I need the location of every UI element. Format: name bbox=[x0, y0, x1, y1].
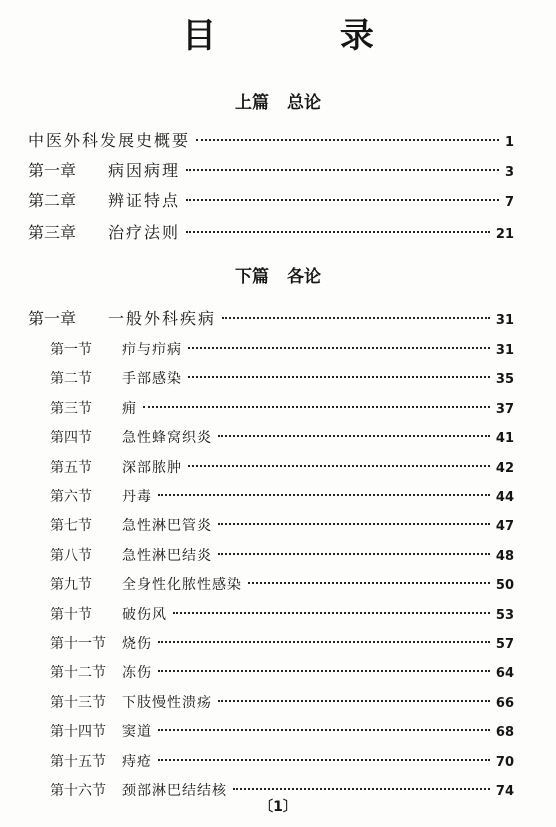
toc-entry-number: 第九节 bbox=[50, 577, 92, 594]
toc-entry-section[interactable] bbox=[50, 575, 514, 596]
part2-heading-name: 各论 bbox=[287, 267, 321, 287]
toc-entry-page: 31 bbox=[495, 343, 514, 358]
toc-entry-number: 第二节 bbox=[50, 371, 92, 388]
toc-entry-number: 第十三节 bbox=[50, 694, 106, 711]
toc-entry-title: 疖与疖病 bbox=[122, 342, 182, 358]
part1-heading bbox=[0, 92, 556, 114]
toc-entry-title: 下肢慢性溃疡 bbox=[122, 694, 212, 711]
toc-entry-page: 41 bbox=[495, 431, 514, 447]
toc-entry-page: 42 bbox=[495, 460, 514, 476]
toc-entry-title: 痔疮 bbox=[122, 753, 152, 770]
dot-leader bbox=[158, 494, 490, 496]
toc-entry-section[interactable] bbox=[50, 722, 514, 743]
toc-entry-page: 35 bbox=[495, 372, 514, 388]
toc-entry-page: 7 bbox=[504, 195, 514, 210]
dot-leader bbox=[173, 612, 490, 614]
part2-heading bbox=[0, 266, 556, 288]
dot-leader bbox=[218, 700, 490, 702]
toc-entry-page: 66 bbox=[495, 695, 514, 711]
toc-entry-section[interactable] bbox=[50, 428, 514, 449]
dot-leader bbox=[248, 582, 490, 584]
toc-entry-chapter3[interactable] bbox=[28, 222, 514, 246]
toc-entry-page: 70 bbox=[495, 754, 514, 770]
toc-entry-title: 破伤风 bbox=[122, 606, 167, 623]
toc-entry-number: 第八节 bbox=[50, 547, 92, 564]
dot-leader bbox=[158, 670, 490, 672]
dot-leader bbox=[186, 199, 499, 201]
toc-entry-number: 第十四节 bbox=[50, 724, 106, 741]
dot-leader bbox=[222, 317, 490, 319]
toc-entry-number: 第三章 bbox=[28, 223, 77, 242]
toc-entry-section[interactable] bbox=[50, 605, 514, 626]
toc-entry-page: 68 bbox=[495, 725, 514, 741]
toc-entry-page: 57 bbox=[495, 637, 514, 652]
dot-leader bbox=[158, 759, 490, 761]
toc-entry-page: 1 bbox=[504, 135, 514, 150]
dot-leader bbox=[188, 347, 490, 349]
toc-entry-number: 第六节 bbox=[50, 489, 92, 505]
toc-entry-number: 第一节 bbox=[50, 342, 92, 358]
toc-entry-number: 第十二节 bbox=[50, 665, 106, 682]
toc-entry-number: 第四节 bbox=[50, 430, 92, 447]
toc-entry-section[interactable] bbox=[50, 340, 514, 361]
toc-entry-page: 50 bbox=[495, 578, 514, 594]
toc-entry-title: 全身性化脓性感染 bbox=[122, 577, 242, 594]
dot-leader bbox=[158, 729, 490, 731]
toc-entry-page: 48 bbox=[495, 548, 514, 564]
dot-leader bbox=[188, 376, 490, 378]
toc-entry-page: 64 bbox=[495, 666, 514, 682]
toc-entry-title: 痈 bbox=[122, 400, 137, 417]
dot-leader bbox=[218, 435, 490, 437]
dot-leader bbox=[218, 523, 490, 525]
toc-entry-title: 中医外科发展史概要 bbox=[28, 131, 191, 150]
part2-heading-part: 下篇 bbox=[235, 267, 269, 287]
toc-entry-page: 3 bbox=[504, 165, 514, 180]
toc-entry-chapter2[interactable] bbox=[28, 190, 514, 214]
toc-entry-section[interactable] bbox=[50, 693, 514, 714]
toc-entry-page: 47 bbox=[495, 519, 514, 535]
toc-entry-part2-chapter1[interactable] bbox=[28, 308, 514, 332]
toc-entry-title: 烧伤 bbox=[122, 636, 152, 652]
toc-entry-section[interactable] bbox=[50, 634, 514, 655]
page-title: 目 录 bbox=[182, 16, 430, 56]
dot-leader bbox=[186, 169, 499, 171]
dot-leader bbox=[218, 553, 490, 555]
dot-leader bbox=[196, 139, 499, 141]
toc-entry-number: 第一章 bbox=[28, 309, 77, 328]
toc-entry-page: 21 bbox=[495, 227, 514, 242]
toc-entry-title: 冻伤 bbox=[122, 665, 152, 682]
toc-entry-number: 第三节 bbox=[50, 400, 92, 417]
toc-entry-title: 窦道 bbox=[122, 724, 152, 741]
page-number: 〔1〕 bbox=[259, 799, 297, 815]
dot-leader bbox=[188, 465, 490, 467]
toc-entry-number: 第七节 bbox=[50, 518, 92, 535]
toc-entry-title: 深部脓肿 bbox=[122, 459, 182, 476]
toc-entry-chapter1[interactable] bbox=[28, 160, 514, 184]
toc-entry-title: 手部感染 bbox=[122, 371, 182, 388]
toc-entry-section[interactable] bbox=[50, 546, 514, 567]
toc-entry-title: 急性淋巴管炎 bbox=[122, 518, 212, 535]
toc-entry-number: 第十一节 bbox=[50, 636, 106, 652]
toc-entry-title: 急性蜂窝织炎 bbox=[122, 430, 212, 447]
toc-entry-title: 治疗法则 bbox=[108, 223, 181, 242]
toc-entry-number: 第十节 bbox=[50, 606, 92, 623]
part1-heading-part: 上篇 bbox=[235, 93, 269, 113]
toc-entry-section[interactable] bbox=[50, 752, 514, 773]
dot-leader bbox=[186, 231, 490, 233]
toc-entry-title: 丹毒 bbox=[122, 489, 152, 505]
toc-entry-title: 辨证特点 bbox=[108, 191, 181, 210]
toc-entry-number: 第十五节 bbox=[50, 753, 106, 770]
toc-entry-title: 病因病理 bbox=[108, 161, 181, 180]
toc-entry-title: 急性淋巴结炎 bbox=[122, 547, 212, 564]
toc-entry-page: 37 bbox=[495, 401, 514, 417]
dot-leader bbox=[233, 788, 490, 790]
toc-entry-number: 第一章 bbox=[28, 161, 77, 180]
toc-entry-page: 53 bbox=[495, 607, 514, 623]
toc-entry-section[interactable] bbox=[50, 487, 514, 508]
toc-entry-section[interactable] bbox=[50, 399, 514, 420]
toc-entry-page: 44 bbox=[495, 490, 514, 505]
toc-entry-section[interactable] bbox=[50, 369, 514, 390]
toc-entry-number: 第五节 bbox=[50, 459, 92, 476]
toc-entry-title: 颈部淋巴结结核 bbox=[122, 783, 227, 799]
toc-entry-number: 第十六节 bbox=[50, 783, 106, 799]
dot-leader bbox=[143, 406, 490, 408]
toc-entry-title: 一般外科疾病 bbox=[108, 309, 217, 328]
dot-leader bbox=[158, 641, 490, 643]
toc-entry-page: 31 bbox=[495, 313, 514, 328]
toc-entry-number: 第二章 bbox=[28, 191, 77, 210]
toc-entry-page: 74 bbox=[495, 784, 514, 799]
toc-entry-section[interactable] bbox=[50, 516, 514, 537]
toc-entry-section[interactable] bbox=[50, 458, 514, 479]
toc-entry-history[interactable] bbox=[28, 130, 514, 154]
part1-heading-name: 总论 bbox=[287, 93, 321, 113]
toc-entry-section[interactable] bbox=[50, 663, 514, 684]
